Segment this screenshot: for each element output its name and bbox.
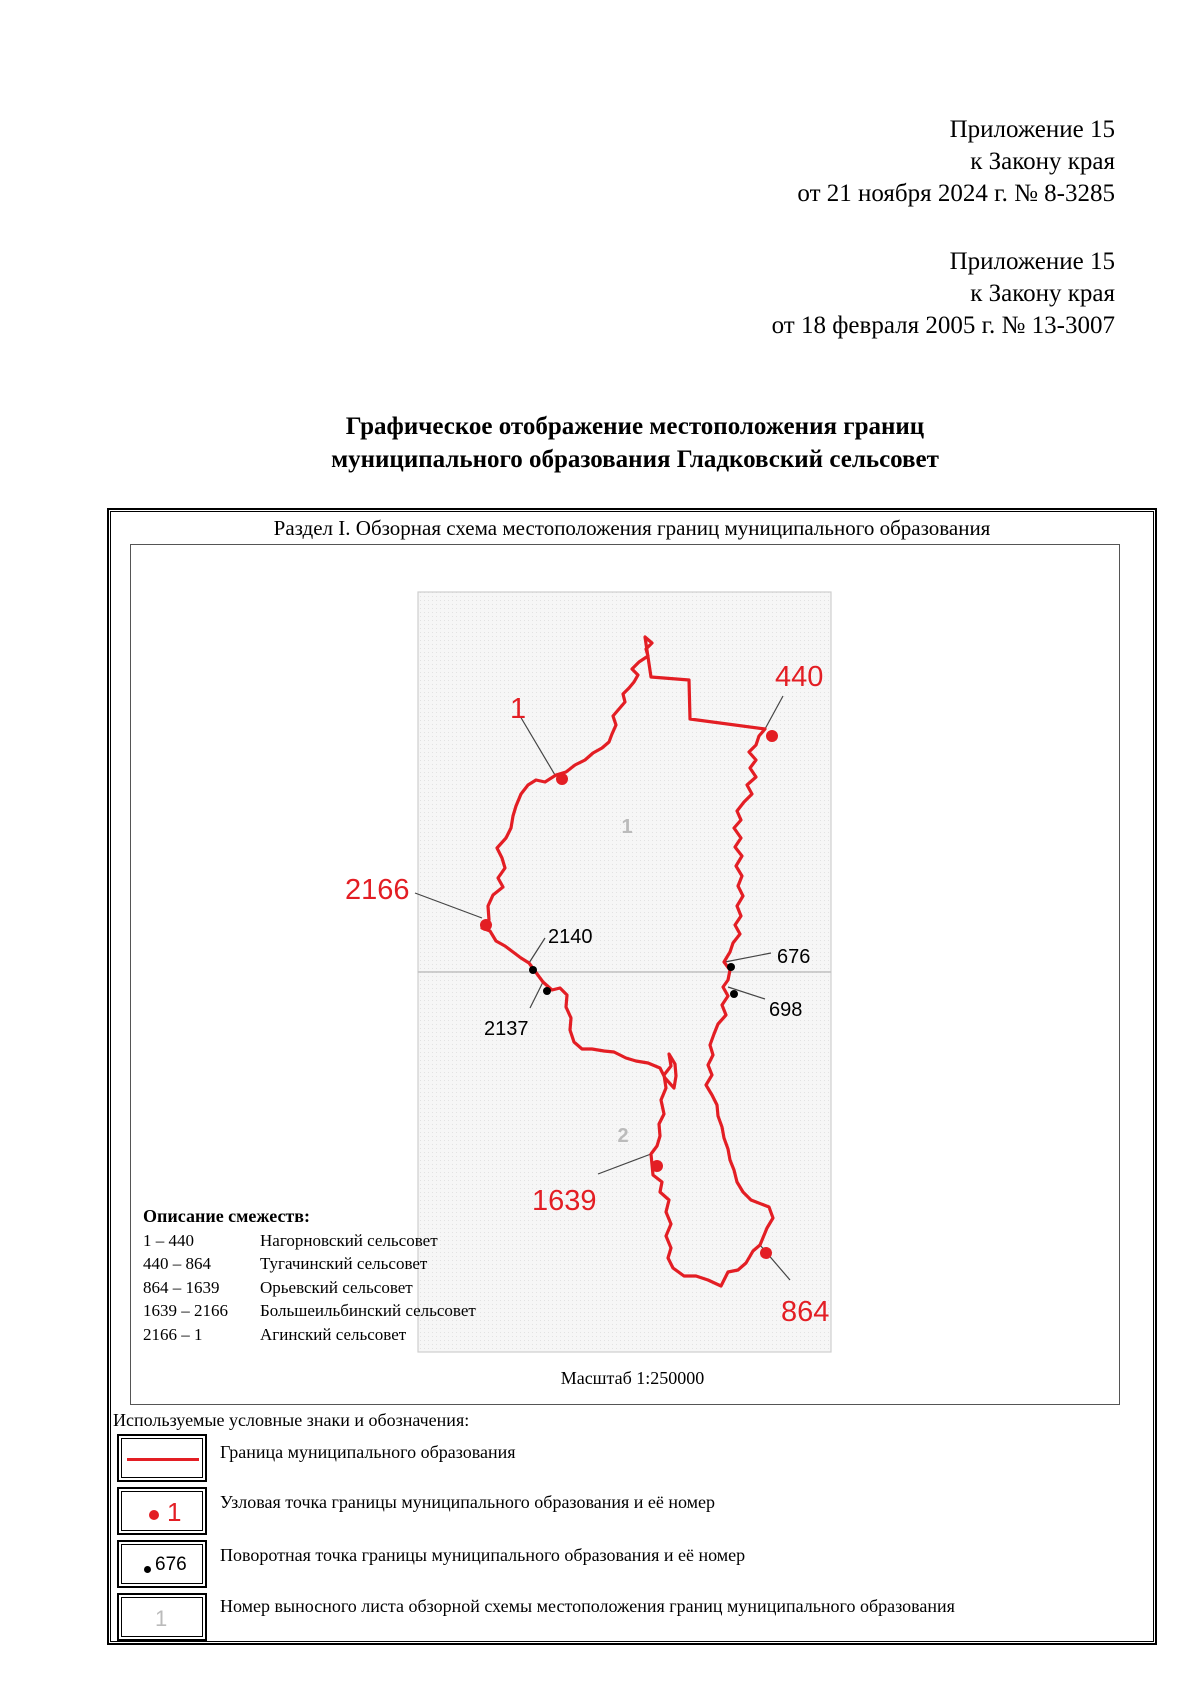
- adjacency-range: 1 – 440: [143, 1230, 194, 1250]
- sheet-label-1: 1: [621, 816, 633, 838]
- sheet-number-sample: 1: [155, 1606, 168, 1631]
- legend-symbol-box: [117, 1487, 207, 1535]
- turn-label-676: 676: [777, 946, 811, 968]
- document-title-line1: Графическое отображение местоположения границ: [345, 413, 925, 440]
- node-point-440: [766, 730, 778, 742]
- node-label-440: 440: [775, 661, 824, 693]
- adjacency-row: [143, 1229, 476, 1253]
- adjacency-neighbor: Орьевский сельсовет: [260, 1277, 413, 1297]
- adjacency-range: 2166 – 1: [143, 1324, 203, 1344]
- node-label-864: 864: [781, 1296, 830, 1328]
- legend-item-sheet-number: [117, 1593, 1117, 1643]
- turn-label-2137: 2137: [484, 1018, 529, 1040]
- boundary-line-symbol: [127, 1458, 199, 1461]
- map-scale: Масштаб 1:250000: [560, 1368, 705, 1388]
- document-title-line2: муниципального образования Гладковский сельсовет: [331, 446, 939, 473]
- node-point-864: [760, 1247, 772, 1259]
- legend-text: Поворотная точка границы муниципального образования и её номер: [220, 1545, 746, 1565]
- appendix-current-line2: к Закону края: [970, 148, 1115, 175]
- turn-point-symbol: [144, 1566, 151, 1573]
- legend-text: Номер выносного листа обзорной схемы местоположения границ муниципального образования: [220, 1596, 955, 1616]
- turn-point-676: [727, 963, 735, 971]
- legend-symbol-box: [117, 1593, 207, 1641]
- node-point-symbol: [149, 1510, 159, 1520]
- appendix-original-line2: к Закону края: [970, 280, 1115, 307]
- turn-point-698: [730, 990, 738, 998]
- node-label-1639: 1639: [532, 1185, 597, 1217]
- adjacency-title: Описание смежеств:: [143, 1206, 310, 1226]
- legend-title: Используемые условные знаки и обозначения:: [113, 1410, 470, 1430]
- adjacency-row: [143, 1276, 476, 1300]
- adjacency-row: [143, 1323, 476, 1347]
- legend-item-turn-point: [117, 1540, 1117, 1590]
- adjacency-range: 1639 – 2166: [143, 1301, 228, 1320]
- legend-text: Граница муниципального образования: [220, 1442, 516, 1462]
- adjacency-row: [143, 1299, 476, 1323]
- appendix-original-line3: от 18 февраля 2005 г. № 13-3007: [771, 312, 1115, 339]
- adjacency-range: 440 – 864: [143, 1254, 211, 1273]
- turn-point-sample-number: 676: [155, 1554, 187, 1575]
- adjacency-neighbor: Большеильбинский сельсовет: [260, 1301, 476, 1320]
- legend-item-boundary: [117, 1434, 1117, 1484]
- appendix-current-line1: Приложение 15: [949, 116, 1115, 143]
- turn-point-2137: [543, 987, 551, 995]
- node-label-2166: 2166: [345, 874, 410, 906]
- sheet-1-area: [418, 592, 831, 972]
- turn-label-698: 698: [769, 999, 803, 1021]
- section-title: Раздел I. Обзорная схема местоположения границ муниципального образования: [273, 516, 991, 540]
- node-label-1: 1: [510, 693, 527, 725]
- sheet-2-area: [418, 972, 831, 1352]
- turn-point-2140: [529, 966, 537, 974]
- adjacency-range: 864 – 1639: [143, 1277, 220, 1297]
- adjacency-neighbor: Тугачинский сельсовет: [260, 1254, 428, 1273]
- node-point-sample-number: 1: [167, 1497, 182, 1527]
- node-point-1639: [651, 1160, 663, 1172]
- node-point-1: [556, 773, 568, 785]
- turn-label-2140: 2140: [548, 926, 593, 948]
- legend-text: Узловая точка границы муниципального образования и её номер: [220, 1492, 716, 1512]
- node-point-2166: [480, 919, 492, 931]
- adjacency-neighbor: Агинский сельсовет: [260, 1324, 407, 1344]
- legend-symbol-box: [117, 1434, 207, 1482]
- adjacency-description: [143, 1205, 476, 1346]
- sheet-label-2: 2: [617, 1125, 629, 1147]
- appendix-original-line1: Приложение 15: [949, 248, 1115, 275]
- adjacency-neighbor: Нагорновский сельсовет: [260, 1230, 438, 1250]
- appendix-current-line3: от 21 ноября 2024 г. № 8-3285: [797, 180, 1115, 207]
- legend-symbol-box: [117, 1540, 207, 1588]
- legend-item-node-point: [117, 1487, 1117, 1537]
- adjacency-row: [143, 1252, 476, 1276]
